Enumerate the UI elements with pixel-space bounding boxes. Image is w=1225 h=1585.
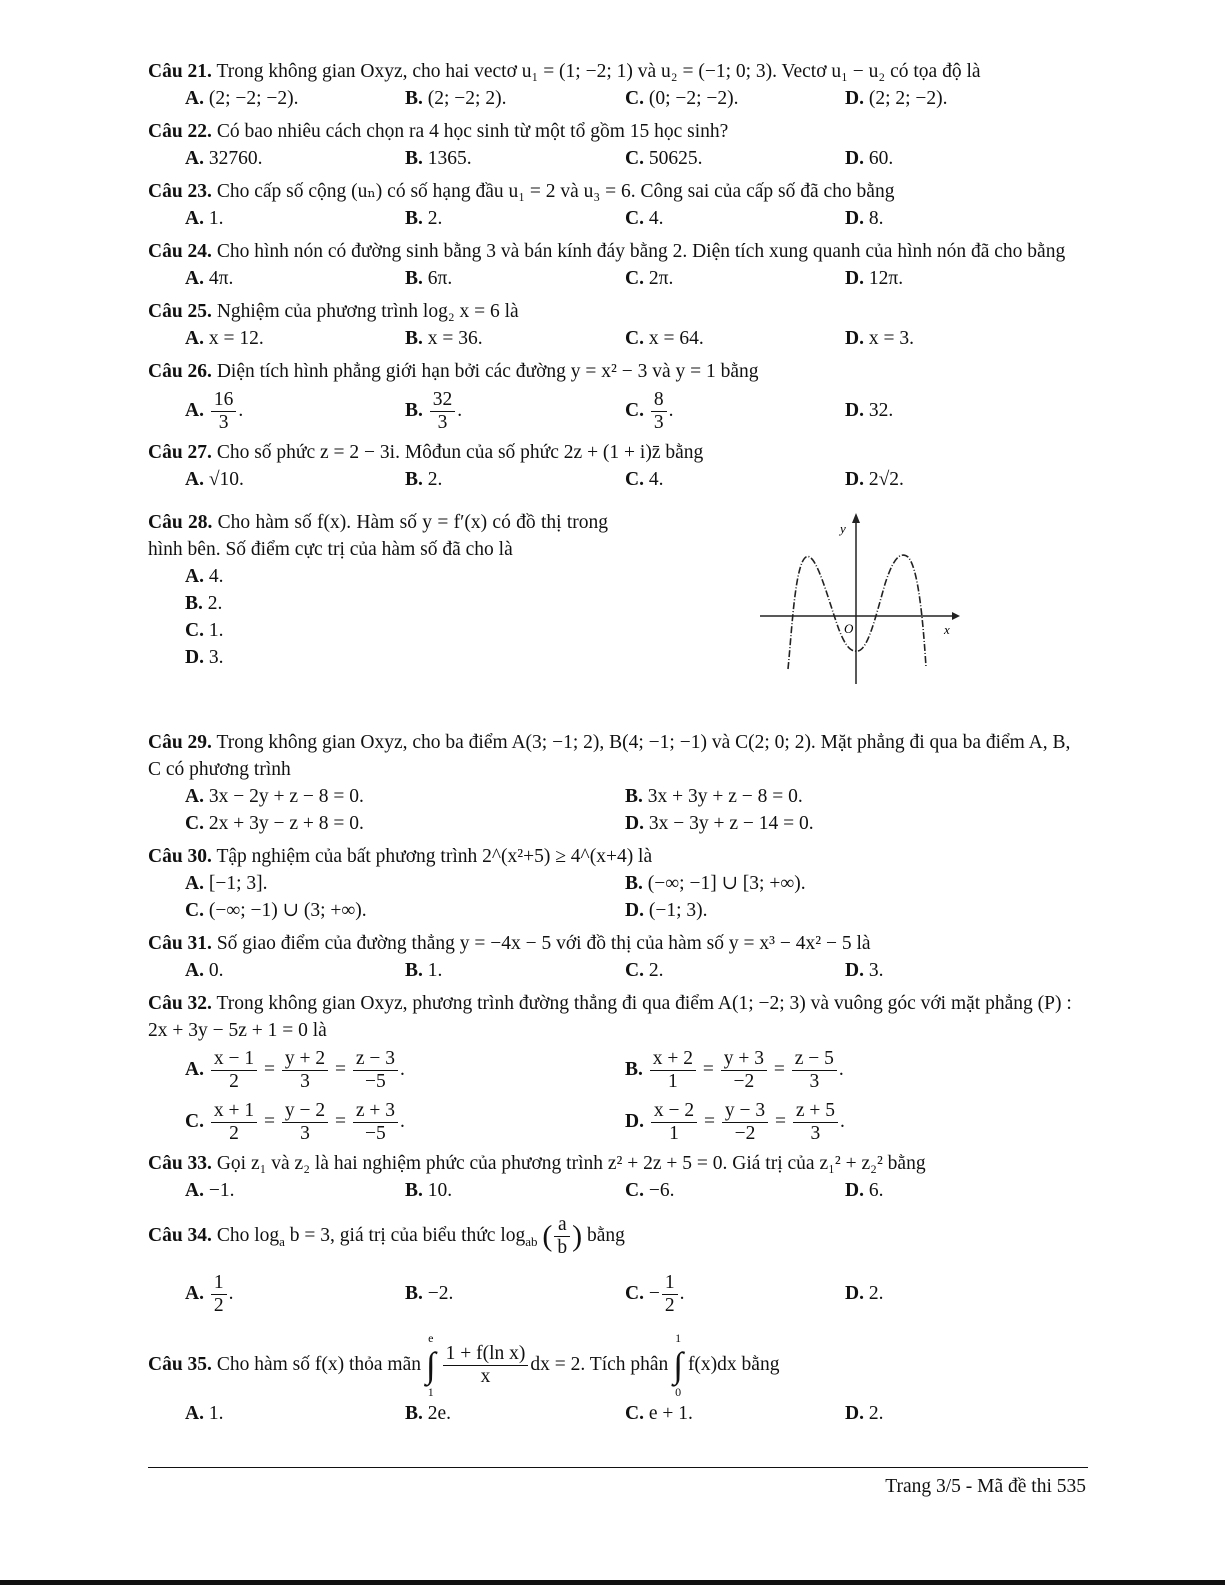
option-d[interactable]: D. $\frac{x - 2}{1}$ = $\frac{y - 3}{-2}$ = $\frac{z + 5}{3}$ . bbox=[625, 1100, 845, 1145]
question-label: Câu 34. bbox=[148, 1225, 212, 1246]
option-d[interactable]: D. x = 3. bbox=[845, 328, 914, 349]
derivative-curve bbox=[788, 555, 926, 669]
option-b[interactable]: B. x = 36. bbox=[405, 328, 483, 349]
option-c[interactable]: C. $\frac{x + 1}{2}$ = $\frac{y - 2}{3}$ = $\frac{z + 3}{-5}$ . bbox=[185, 1100, 405, 1145]
option-b[interactable]: B. 1. bbox=[405, 960, 443, 981]
question-label: Câu 26. bbox=[148, 361, 212, 382]
option-b[interactable]: B. 2. bbox=[405, 469, 443, 490]
question-31 bbox=[148, 930, 1088, 984]
option-d[interactable]: D. 3. bbox=[185, 647, 224, 668]
origin-label: O bbox=[844, 621, 854, 636]
fraction: $\frac{y + 3}{-2}$ bbox=[721, 1048, 767, 1093]
option-b[interactable]: B. 2e. bbox=[405, 1402, 452, 1424]
option-d[interactable]: D. (−1; 3). bbox=[625, 900, 708, 921]
x-axis-label: x bbox=[944, 622, 950, 637]
option-d[interactable]: D. 32. bbox=[845, 400, 894, 421]
fraction: $\frac{x + 1}{2}$ bbox=[211, 1100, 257, 1145]
question-32 bbox=[148, 990, 1088, 1148]
question-label: Câu 35. bbox=[148, 1353, 212, 1375]
bottom-edge bbox=[0, 1580, 1225, 1585]
fraction: $\frac{x - 2}{1}$ bbox=[651, 1100, 697, 1145]
question-label: Câu 25. bbox=[148, 301, 212, 322]
question-label: Câu 31. bbox=[148, 933, 212, 954]
option-c[interactable]: C. x = 64. bbox=[625, 328, 704, 349]
question-stem: Cho hình nón có đường sinh bằng 3 và bán kính đáy bằng 2. Diện tích xung quanh của hình nón đã cho bằng bbox=[216, 241, 1066, 262]
option-d[interactable]: D. 3. bbox=[845, 960, 884, 981]
question-stem: Trong không gian Oxyz, cho hai vectơ u₁ = (1; −2; 1) và u₂ = (−1; 0; 3). Vectơ u₁ − u₂ có tọa độ là bbox=[216, 61, 981, 82]
question-label: Câu 23. bbox=[148, 181, 212, 202]
option-d[interactable]: D. 2. bbox=[845, 1282, 884, 1304]
option-c[interactable]: C. (0; −2; −2). bbox=[625, 88, 739, 109]
question-21 bbox=[148, 58, 1088, 112]
integral-sign: e ∫ 1 bbox=[425, 1331, 436, 1400]
fraction: $\frac{32}{3}$ bbox=[430, 389, 456, 434]
question-27 bbox=[148, 439, 1088, 493]
option-d[interactable]: D. 60. bbox=[845, 148, 894, 169]
option-d[interactable]: D. (2; 2; −2). bbox=[845, 88, 948, 109]
option-b[interactable]: B. 1365. bbox=[405, 148, 472, 169]
option-d[interactable]: D. 12π. bbox=[845, 268, 904, 289]
option-a[interactable]: A. 0. bbox=[185, 960, 224, 981]
fraction: $\frac{z + 3}{-5}$ bbox=[353, 1100, 398, 1145]
footer-divider bbox=[148, 1467, 1088, 1468]
fraction: $\frac{a}{b}$ bbox=[554, 1214, 570, 1259]
integral-sign: 1 ∫ 0 bbox=[673, 1331, 684, 1400]
question-stem: Nghiệm của phương trình log₂ x = 6 là bbox=[216, 301, 519, 322]
fraction: $\frac{1}{2}$ bbox=[211, 1272, 227, 1317]
option-a[interactable]: A. √10. bbox=[185, 469, 244, 490]
question-25 bbox=[148, 298, 1088, 352]
fraction: $\frac{y - 2}{3}$ bbox=[282, 1100, 328, 1145]
question-35: Câu 35. Cho hàm số f(x) thỏa mãn e ∫ 1 $\frac{\text{1 + f(ln x)}}{x}$ dx = 2. Tích phân 1 ∫ 0 f(x)dx bằng A. 1. B. 2e. C. e + 1. D. 2. bbox=[148, 1330, 1088, 1427]
fraction: $\frac{y + 2}{3}$ bbox=[282, 1048, 328, 1093]
question-24 bbox=[148, 238, 1088, 292]
option-c[interactable]: C. −6. bbox=[625, 1180, 675, 1201]
option-a[interactable]: A. 4π. bbox=[185, 268, 234, 289]
question-29 bbox=[148, 729, 1088, 837]
option-b[interactable]: B. 10. bbox=[405, 1180, 453, 1201]
option-b[interactable]: B. (2; −2; 2). bbox=[405, 88, 507, 109]
question-label: Câu 28. bbox=[148, 512, 213, 533]
y-axis-arrow bbox=[852, 513, 860, 523]
option-a[interactable]: A. (2; −2; −2). bbox=[185, 88, 299, 109]
question-28 bbox=[148, 509, 1088, 727]
option-c[interactable]: C. 4. bbox=[625, 469, 664, 490]
option-b[interactable]: B. $\frac{x + 2}{1}$ = $\frac{y + 3}{-2}$ = $\frac{z - 5}{3}$ . bbox=[625, 1048, 844, 1093]
question-label: Câu 27. bbox=[148, 442, 212, 463]
question-23 bbox=[148, 178, 1088, 232]
option-c[interactable]: C. (−∞; −1) ∪ (3; +∞). bbox=[185, 900, 367, 921]
option-d[interactable]: D. 6. bbox=[845, 1180, 884, 1201]
question-label: Câu 33. bbox=[148, 1153, 212, 1174]
question-label: Câu 30. bbox=[148, 846, 212, 867]
option-b[interactable]: B. 2. bbox=[405, 208, 443, 229]
fraction: $\frac{x - 1}{2}$ bbox=[211, 1048, 257, 1093]
question-26 bbox=[148, 358, 1088, 437]
option-c[interactable]: C. 4. bbox=[625, 208, 664, 229]
question-22 bbox=[148, 118, 1088, 172]
question-stem: Có bao nhiêu cách chọn ra 4 học sinh từ một tổ gồm 15 học sinh? bbox=[216, 121, 729, 142]
option-a[interactable]: A. −1. bbox=[185, 1180, 235, 1201]
option-b[interactable]: B. 6π. bbox=[405, 268, 453, 289]
question-33 bbox=[148, 1150, 1088, 1204]
option-c[interactable]: C. 50625. bbox=[625, 148, 703, 169]
option-a[interactable]: A. 3x − 2y + z − 8 = 0. bbox=[185, 786, 364, 807]
option-c[interactable]: C. $\frac{8}{3}$ . bbox=[625, 389, 674, 434]
option-c[interactable]: C. 2π. bbox=[625, 268, 674, 289]
question-label: Câu 22. bbox=[148, 121, 212, 142]
question-label: Câu 32. bbox=[148, 993, 212, 1014]
fraction: $\frac{16}{3}$ bbox=[211, 389, 237, 434]
question-stem: Cho cấp số cộng (uₙ) có số hạng đầu u₁ = 2 và u₃ = 6. Công sai của cấp số đã cho bằng bbox=[216, 181, 895, 202]
option-b[interactable]: B. 3x + 3y + z − 8 = 0. bbox=[625, 786, 803, 807]
fraction: $\frac{1}{2}$ bbox=[662, 1272, 678, 1317]
option-a[interactable]: A. 1. bbox=[185, 208, 224, 229]
question-label: Câu 29. bbox=[148, 732, 212, 753]
fraction: $\frac{8}{3}$ bbox=[651, 389, 667, 434]
option-c[interactable]: C. 1. bbox=[185, 620, 224, 641]
question-stem: Cho hàm số f(x). Hàm số y = f′(x) có đồ thị trong hình bên. Số điểm cực trị của hàm số đã cho là bbox=[148, 512, 608, 560]
question-34: Câu 34. Cho $\log_a b = 3$, giá trị của biểu thức $\log_{ab}$ ( $\frac{a}{b}$ ) bằng A. $\frac{1}{2}$ . B. −2. C. − $\frac{1}{2}$ . D. 2. bbox=[148, 1210, 1088, 1320]
option-d[interactable]: D. 3x − 3y + z − 14 = 0. bbox=[625, 813, 814, 834]
option-a[interactable]: A. x = 12. bbox=[185, 328, 264, 349]
option-b[interactable]: B. −2. bbox=[405, 1282, 454, 1304]
option-a[interactable]: A. $\frac{x - 1}{2}$ = $\frac{y + 2}{3}$ = $\frac{z - 3}{-5}$ . bbox=[185, 1048, 405, 1093]
option-c[interactable]: C. 2. bbox=[625, 960, 664, 981]
page-footer: Trang 3/5 - Mã đề thi 535 bbox=[885, 1476, 1086, 1497]
question-label: Câu 21. bbox=[148, 61, 212, 82]
question-stem: Số giao điểm của đường thẳng y = −4x − 5 với đồ thị của hàm số y = x³ − 4x² − 5 là bbox=[216, 933, 871, 954]
option-c[interactable]: C. e + 1. bbox=[625, 1402, 693, 1424]
fraction: $\frac{y - 3}{-2}$ bbox=[722, 1100, 768, 1145]
fraction: $\frac{z + 5}{3}$ bbox=[793, 1100, 838, 1145]
fraction: $\frac{\text{1 + f(ln x)}}{x}$ bbox=[443, 1343, 529, 1388]
fraction: $\frac{x + 2}{1}$ bbox=[650, 1048, 696, 1093]
exam-page bbox=[148, 58, 1088, 1427]
fraction: $\frac{z - 3}{-5}$ bbox=[353, 1048, 398, 1093]
question-stem: Cho số phức z = 2 − 3i. Môđun của số phức 2z + (1 + i)z̄ bằng bbox=[216, 442, 704, 463]
option-b[interactable]: B. (−∞; −1] ∪ [3; +∞). bbox=[625, 873, 806, 894]
x-axis-arrow bbox=[952, 612, 960, 620]
option-a[interactable]: A. [−1; 3]. bbox=[185, 873, 268, 894]
option-a[interactable]: A. 32760. bbox=[185, 148, 263, 169]
question-label: Câu 24. bbox=[148, 241, 212, 262]
question-stem: Gọi z₁ và z₂ là hai nghiệm phức của phương trình z² + 2z + 5 = 0. Giá trị của z₁² + z₂² bằng bbox=[216, 1153, 926, 1174]
option-c[interactable]: C. 2x + 3y − z + 8 = 0. bbox=[185, 813, 364, 834]
question-stem: Trong không gian Oxyz, cho ba điểm A(3; −1; 2), B(4; −1; −1) và C(2; 0; 2). Mặt phẳng đi qua ba điểm A, B, C có phương trình bbox=[148, 732, 1071, 780]
option-c[interactable]: C. − $\frac{1}{2}$ . bbox=[625, 1271, 685, 1316]
question-stem: Diện tích hình phẳng giới hạn bởi các đường y = x² − 3 và y = 1 bằng bbox=[216, 361, 759, 382]
option-b[interactable]: B. $\frac{32}{3}$ . bbox=[405, 389, 463, 434]
y-axis-label: y bbox=[840, 521, 846, 536]
option-d[interactable]: D. 2. bbox=[845, 1402, 884, 1424]
option-a[interactable]: A. 1. bbox=[185, 1402, 224, 1424]
option-a[interactable]: A. $\frac{16}{3}$ . bbox=[185, 389, 244, 434]
derivative-graph bbox=[760, 509, 960, 684]
question-stem: Tập nghiệm của bất phương trình 2^(x²+5) ≥ 4^(x+4) là bbox=[216, 846, 653, 867]
option-d[interactable]: D. 2√2. bbox=[845, 469, 904, 490]
option-b[interactable]: B. 2. bbox=[185, 593, 223, 614]
option-a[interactable]: A. $\frac{1}{2}$ . bbox=[185, 1271, 234, 1316]
option-a[interactable]: A. 4. bbox=[185, 566, 224, 587]
question-30 bbox=[148, 843, 1088, 924]
option-d[interactable]: D. 8. bbox=[845, 208, 884, 229]
fraction: $\frac{z - 5}{3}$ bbox=[792, 1048, 837, 1093]
question-stem: Trong không gian Oxyz, phương trình đường thẳng đi qua điểm A(1; −2; 3) và vuông góc với mặt phẳng (P) : 2x + 3y − 5z + 1 = 0 là bbox=[148, 993, 1072, 1041]
